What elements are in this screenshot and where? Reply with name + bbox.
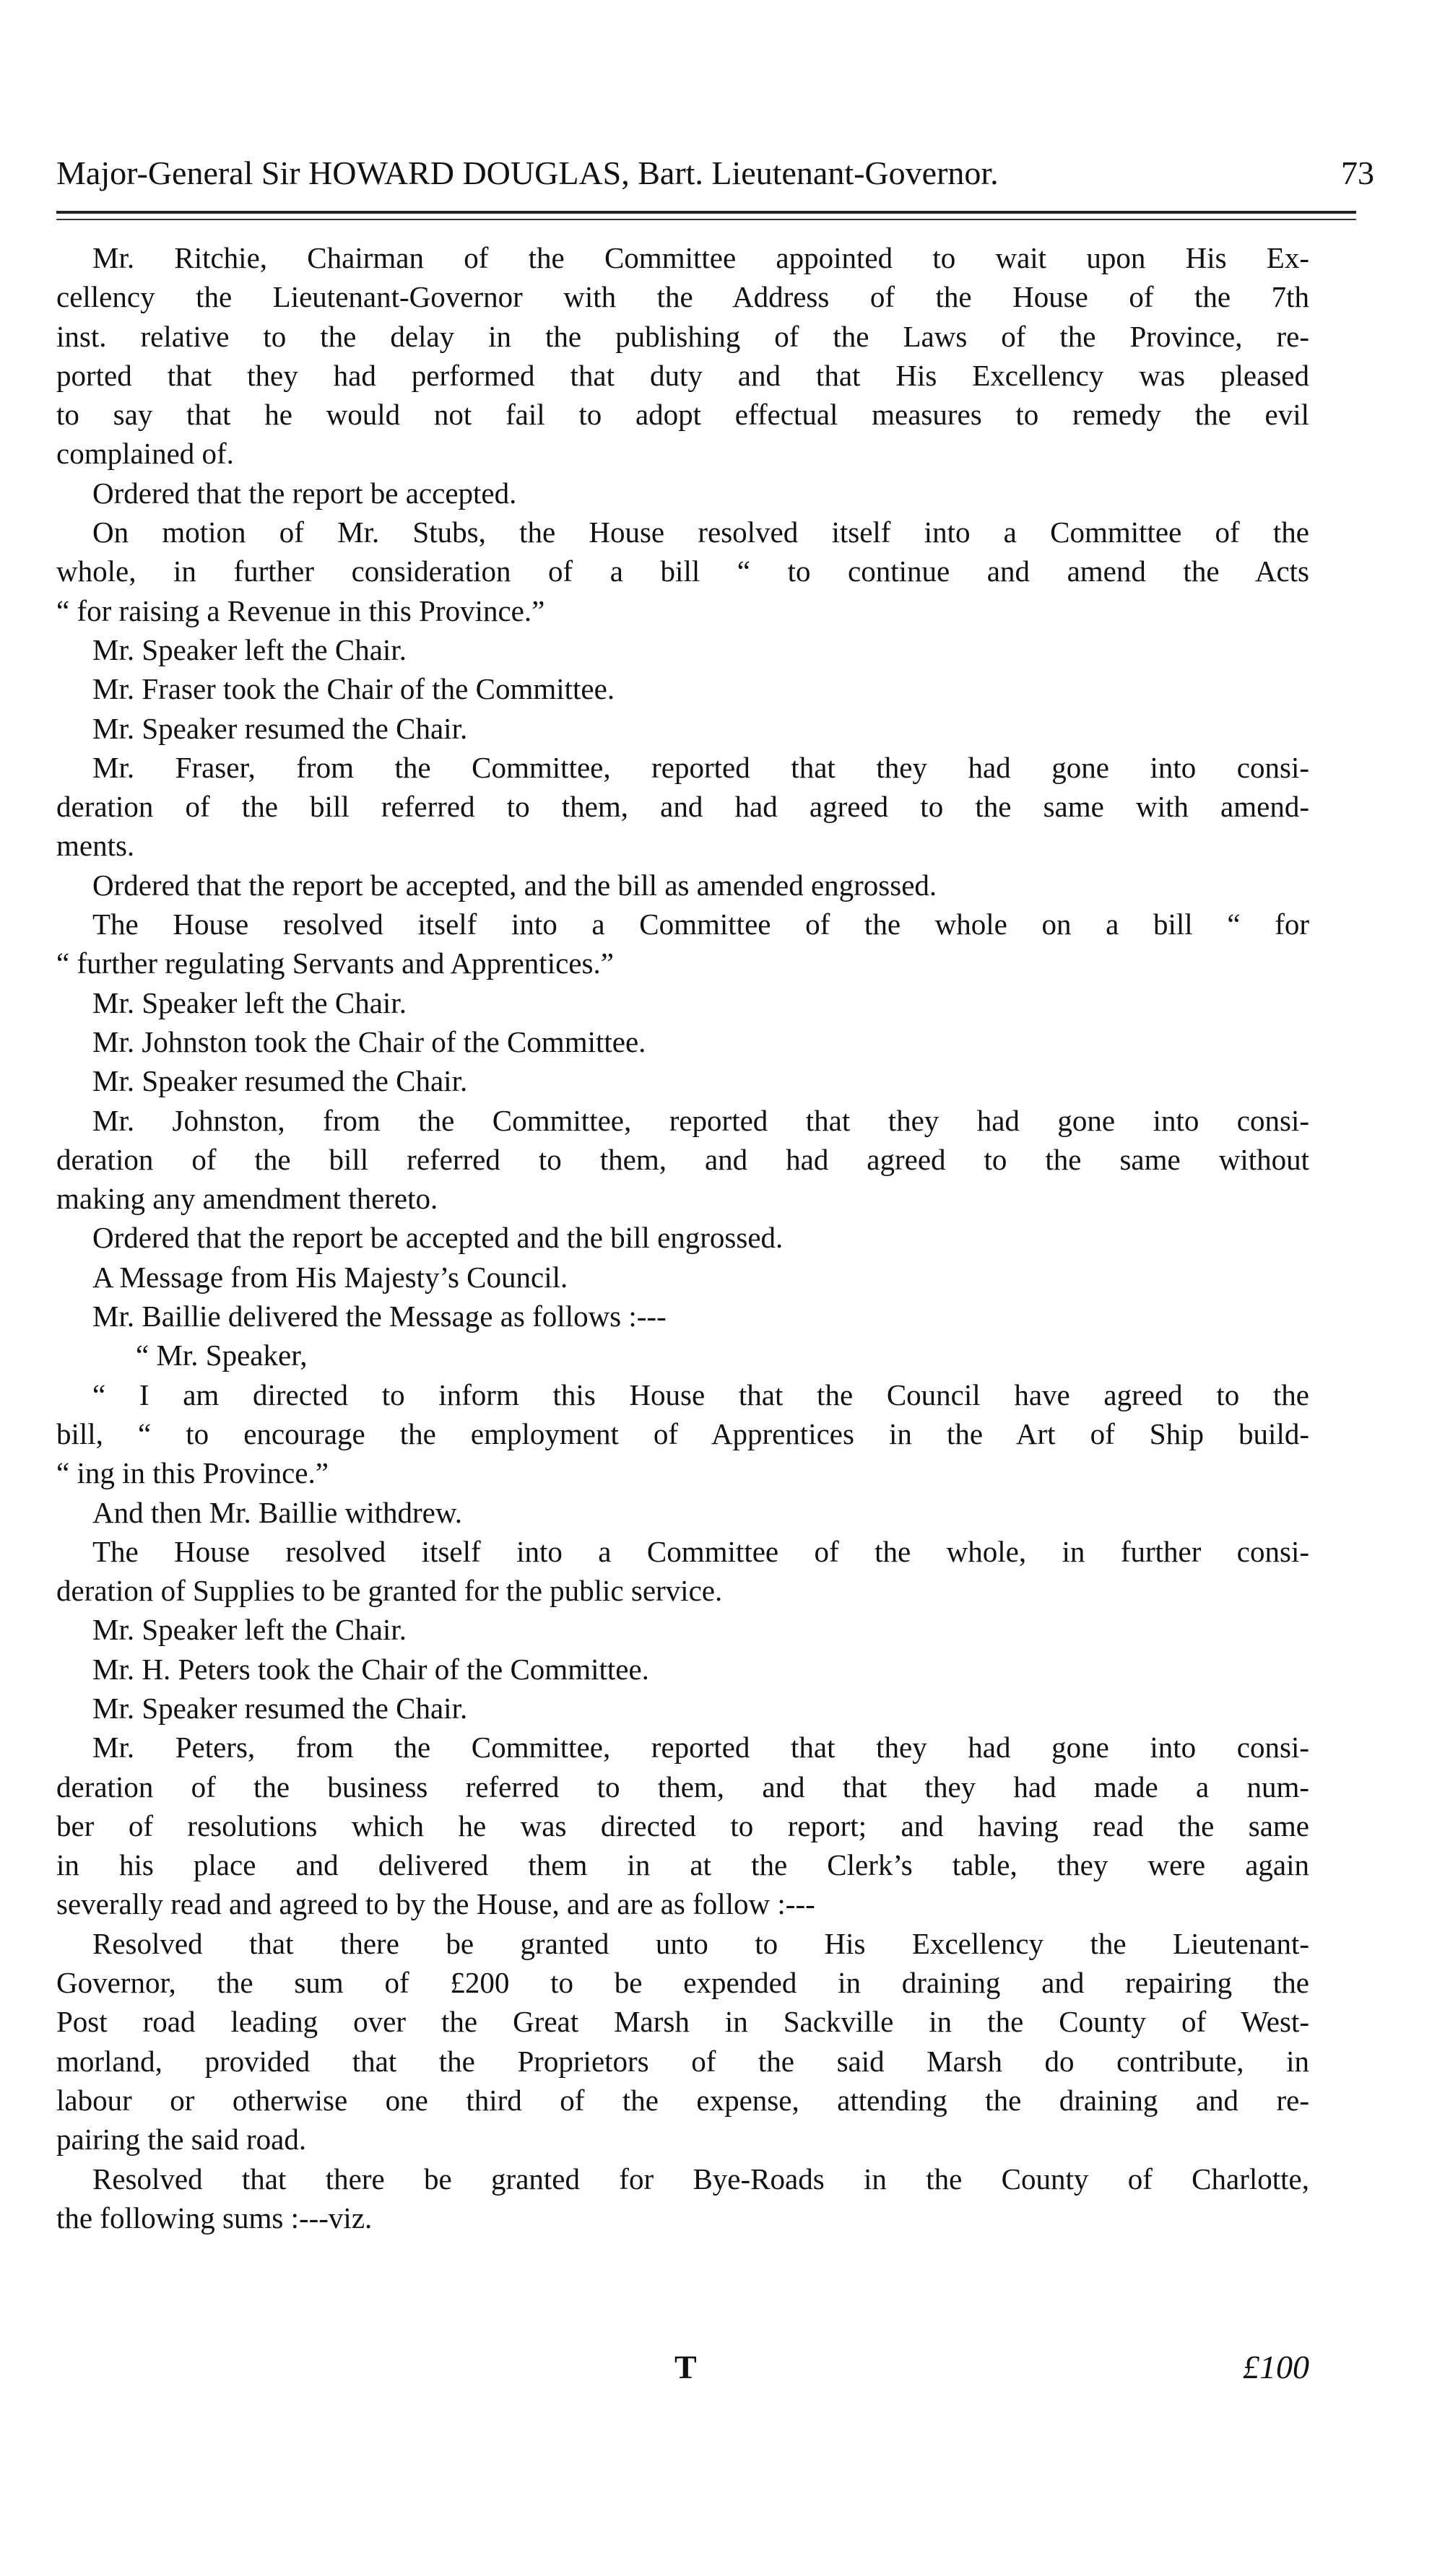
- text-line: whole, in further consideration of a bill “ to continue and amend the Acts: [56, 554, 1309, 588]
- text-line: “ further regulating Servants and Apprentices.”: [56, 947, 614, 980]
- text-line: The House resolved itself into a Committee of the whole on a bill “ for: [92, 908, 1309, 941]
- text-line: Mr. Johnston, from the Committee, reported that they had gone into consi-: [92, 1103, 1309, 1137]
- running-header: [56, 148, 1374, 199]
- text-line: “ I am directed to inform this House that the Council have agreed to the: [92, 1378, 1309, 1411]
- text-line: cellency the Lieutenant-Governor with the Address of the House of the 7th: [56, 280, 1309, 314]
- text-line: Resolved that there be granted for Bye-Roads in the County of Charlotte,: [92, 2162, 1309, 2196]
- text-line: ported that they had performed that duty and that His Excellency was pleased: [56, 358, 1309, 392]
- text-line: Mr. Baillie delivered the Message as follows :---: [92, 1300, 667, 1333]
- journal-text: [56, 238, 1309, 2237]
- text-line: in his place and delivered them in at the Clerk’s table, they were again: [56, 1848, 1309, 1882]
- text-line: Mr. H. Peters took the Chair of the Committee.: [92, 1652, 649, 1686]
- text-line: pairing the said road.: [56, 2123, 307, 2157]
- text-line: inst. relative to the delay in the publishing of the Laws of the Province, re-: [56, 319, 1309, 353]
- text-line: Ordered that the report be accepted.: [92, 476, 517, 510]
- header-rule-thin: [56, 219, 1356, 220]
- page-number: 73: [1341, 155, 1374, 191]
- text-line: Ordered that the report be accepted and the bill engrossed.: [92, 1221, 784, 1255]
- text-line: bill, “ to encourage the employment of Apprentices in the Art of Ship build-: [56, 1417, 1309, 1450]
- text-line: Mr. Speaker resumed the Chair.: [92, 1064, 468, 1098]
- catchword: £100: [1243, 2349, 1309, 2385]
- text-line: deration of the bill referred to them, and had agreed to the same without: [56, 1142, 1309, 1176]
- text-line: Mr. Peters, from the Committee, reported that they had gone into consi-: [92, 1731, 1309, 1765]
- text-line: to say that he would not fail to adopt effectual measures to remedy the evil: [56, 398, 1309, 432]
- text-line: On motion of Mr. Stubs, the House resolved itself into a Committee of the: [92, 515, 1309, 549]
- text-line: ber of resolutions which he was directed to report; and having read the same: [56, 1809, 1309, 1842]
- text-line: A Message from His Majesty’s Council.: [92, 1260, 568, 1294]
- text-line: morland, provided that the Proprietors of the said Marsh do contribute, in: [56, 2044, 1309, 2078]
- text-line: deration of the business referred to them, and that they had made a num-: [56, 1770, 1309, 1803]
- text-line: Governor, the sum of £200 to be expended in draining and repairing the: [56, 1966, 1309, 2000]
- text-line: deration of the bill referred to them, and had agreed to the same with amend-: [56, 790, 1309, 824]
- text-line: making any amendment thereto.: [56, 1182, 438, 1216]
- header-title: Major-General Sir HOWARD DOUGLAS, Bart. Lieutenant-Governor.: [56, 155, 999, 191]
- text-line: Resolved that there be granted unto to His Excellency the Lieutenant-: [92, 1926, 1309, 1960]
- text-line: labour or otherwise one third of the expense, attending the draining and re-: [56, 2083, 1309, 2117]
- text-line: Post road leading over the Great Marsh in Sackville in the County of West-: [56, 2005, 1309, 2039]
- text-line: the following sums :---viz.: [56, 2201, 373, 2235]
- text-line: And then Mr. Baillie withdrew.: [92, 1495, 463, 1529]
- text-line: “ ing in this Province.”: [56, 1456, 329, 1490]
- text-line: Mr. Speaker resumed the Chair.: [92, 711, 468, 745]
- text-line: Mr. Speaker resumed the Chair.: [92, 1691, 468, 1725]
- text-line: “ Mr. Speaker,: [136, 1339, 308, 1372]
- text-line: Mr. Speaker left the Chair.: [92, 632, 407, 666]
- page-footer: [56, 2342, 1309, 2393]
- text-line: Mr. Johnston took the Chair of the Committee.: [92, 1024, 646, 1058]
- text-line: complained of.: [56, 437, 234, 471]
- text-line: “ for raising a Revenue in this Province.”: [56, 593, 545, 627]
- header-rule-thick: [56, 211, 1356, 214]
- text-line: Mr. Fraser took the Chair of the Committee.: [92, 672, 615, 706]
- text-line: deration of Supplies to be granted for the public service.: [56, 1574, 723, 1608]
- text-line: severally read and agreed to by the House, and are as follow :---: [56, 1887, 815, 1921]
- signature-mark: T: [674, 2349, 697, 2385]
- text-line: Ordered that the report be accepted, and the bill as amended engrossed.: [92, 868, 937, 902]
- text-line: Mr. Speaker left the Chair.: [92, 985, 407, 1019]
- text-line: Mr. Fraser, from the Committee, reported that they had gone into consi-: [92, 750, 1309, 784]
- text-line: Mr. Speaker left the Chair.: [92, 1613, 407, 1647]
- text-line: The House resolved itself into a Committee of the whole, in further consi-: [92, 1534, 1309, 1568]
- text-line: ments.: [56, 829, 135, 863]
- text-line: Mr. Ritchie, Chairman of the Committee appointed to wait upon His Ex-: [92, 241, 1309, 274]
